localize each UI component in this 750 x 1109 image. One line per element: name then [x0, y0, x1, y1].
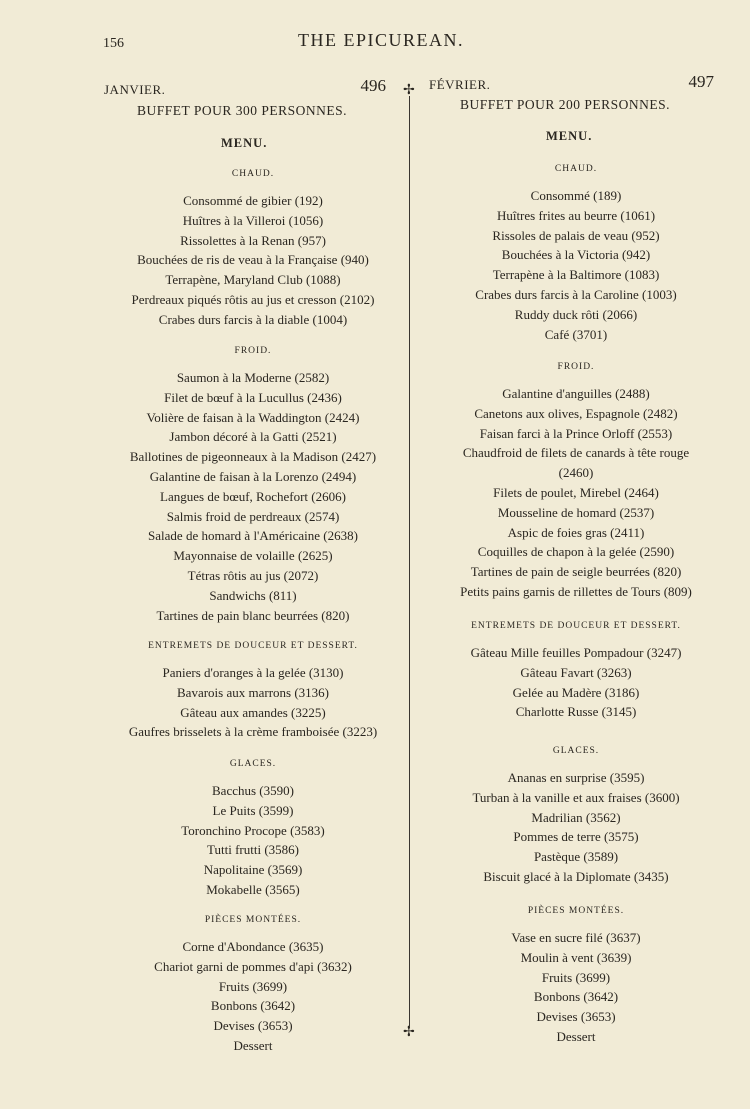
menu-item: Petits pains garnis de rillettes de Tours (809)	[460, 583, 692, 599]
section-entremets	[428, 615, 724, 722]
section-glaces	[428, 740, 724, 887]
month-label: JANVIER.	[104, 82, 166, 97]
menu-item: Bonbons (3642)	[210, 998, 296, 1014]
menu-item: Devises (3653)	[213, 1018, 293, 1034]
menu-item: Tartines de pain blanc beurrées (820)	[156, 607, 350, 623]
menu-item: Ruddy duck rôti (2066)	[514, 306, 638, 322]
section-pieces-montees	[428, 900, 724, 1047]
menu-item: Bouchées de ris de veau à la Française (940)	[137, 252, 369, 268]
menu-title: MENU.	[546, 129, 593, 143]
buffet-heading: BUFFET POUR 300 PERSONNES.	[137, 103, 348, 118]
section-chaud	[100, 163, 406, 330]
menu-item: Huîtres frites au beurre (1061)	[496, 207, 656, 223]
menu-item: Charlotte Russe (3145)	[515, 704, 637, 720]
section-title: PIÈCES MONTÉES.	[204, 915, 302, 925]
section-chaud	[428, 158, 724, 344]
menu-item: Huîtres à la Villeroi (1056)	[182, 212, 324, 228]
menu-item: Biscuit glacé à la Diplomate (3435)	[483, 868, 669, 884]
menu-item: Salade de homard à l'Américaine (2638)	[148, 528, 358, 544]
menu-number: 497	[688, 72, 714, 91]
section-title: PIÈCES MONTÉES.	[527, 906, 625, 916]
menu-number: 496	[360, 76, 386, 95]
menu-item: Consommé de gibier (192)	[183, 193, 323, 208]
menu-item: Galantine d'anguilles (2488)	[502, 386, 650, 401]
section-title: GLACES.	[552, 746, 600, 756]
menu-item: Consommé (189)	[530, 188, 622, 203]
section-title: ENTREMETS DE DOUCEUR ET DESSERT.	[471, 621, 681, 631]
menu-item: Aspic de foies gras (2411)	[507, 524, 645, 540]
menu-item: Crabes durs farcis à la Caroline (1003)	[475, 286, 677, 302]
menu-item: Gaufres brisselets à la crème framboisée (3223)	[128, 724, 378, 740]
menu-item: Filets de poulet, Mirebel (2464)	[493, 484, 659, 500]
menu-item: Gâteau Favart (3263)	[520, 664, 632, 680]
menu-item: Terrapène à la Baltimore (1083)	[492, 267, 660, 283]
menu-item: Ananas en surprise (3595)	[507, 770, 645, 785]
menu-item: Jambon décoré à la Gatti (2521)	[169, 429, 337, 445]
bottom-dagger-ornament: ✢	[403, 1025, 415, 1040]
menu-item: Madrilian (3562)	[531, 809, 621, 825]
menu-item: Chariot garni de pommes d'api (3632)	[154, 958, 352, 974]
menu-item: Tartines de pain de seigle beurrées (820)	[470, 564, 682, 580]
menu-item: Saumon à la Moderne (2582)	[176, 370, 330, 385]
menu-item: Gelée au Madère (3186)	[512, 684, 640, 700]
menu-item: Bonbons (3642)	[533, 989, 619, 1005]
menu-item: Tutti frutti (3586)	[207, 842, 299, 858]
menu-item: Mayonnaise de volaille (2625)	[173, 548, 333, 564]
section-title: CHAUD.	[231, 169, 275, 179]
menu-item: Galantine de faisan à la Lorenzo (2494)	[149, 468, 357, 484]
menu-item: (2460)	[558, 465, 594, 481]
menu-item: Langues de bœuf, Rochefort (2606)	[160, 488, 346, 504]
menu-item: Bavarois aux marrons (3136)	[177, 684, 329, 700]
section-pieces-montees	[100, 909, 406, 1056]
menu-item: Perdreaux piqués rôtis au jus et cresson (2102)	[131, 291, 375, 307]
menu-item: Café (3701)	[544, 326, 608, 342]
section-froid	[428, 356, 724, 602]
section-froid	[100, 340, 406, 625]
menu-item: Mousseline de homard (2537)	[497, 504, 655, 520]
section-title: CHAUD.	[554, 164, 598, 174]
column-divider	[409, 96, 410, 1026]
menu-item: Pommes de terre (3575)	[513, 829, 639, 845]
top-dagger-ornament: ✢	[403, 83, 415, 98]
menu-item: Gâteau aux amandes (3225)	[180, 704, 326, 720]
menu-item: Moulin à vent (3639)	[520, 949, 632, 965]
section-glaces	[100, 753, 406, 900]
section-title: FROID.	[557, 362, 595, 372]
menu-item: Sandwichs (811)	[209, 587, 297, 603]
menu-item: Gâteau Mille feuilles Pompadour (3247)	[470, 645, 682, 660]
menu-item: Vase en sucre filé (3637)	[511, 930, 641, 945]
section-title: ENTREMETS DE DOUCEUR ET DESSERT.	[148, 641, 358, 651]
menu-item: Rissoles de palais de veau (952)	[492, 227, 660, 243]
menu-item: Le Puits (3599)	[212, 802, 294, 818]
menu-item: Napolitaine (3569)	[203, 862, 303, 878]
menu-item: Paniers d'oranges à la gelée (3130)	[162, 665, 344, 680]
menu-item: Terrapène, Maryland Club (1088)	[165, 272, 341, 288]
menu-item: Filet de bœuf à la Lucullus (2436)	[164, 389, 342, 405]
menu-item: Corne d'Abondance (3635)	[182, 939, 324, 954]
menu-item: Dessert	[556, 1028, 596, 1044]
menu-item: Mokabelle (3565)	[206, 881, 300, 897]
menu-item: Crabes durs farcis à la diable (1004)	[158, 311, 348, 327]
section-title: GLACES.	[229, 759, 277, 769]
menu-item: Dessert	[233, 1037, 273, 1053]
menu-item: Fruits (3699)	[218, 978, 288, 994]
menu-item: Bouchées à la Victoria (942)	[501, 247, 651, 263]
menu-item: Chaudfroid de filets de canards à tête rouge	[462, 445, 690, 461]
menu-item: Faisan farci à la Prince Orloff (2553)	[479, 425, 673, 441]
menu-item: Rissolettes à la Renan (957)	[180, 232, 326, 248]
menu-item: Coquilles de chapon à la gelée (2590)	[477, 544, 675, 560]
menu-item: Turban à la vanille et aux fraises (3600)	[472, 789, 680, 805]
menu-item: Devises (3653)	[536, 1009, 616, 1025]
menu-item: Bacchus (3590)	[212, 783, 294, 798]
page-number: 156	[103, 36, 124, 51]
menu-item: Ballotines de pigeonneaux à la Madison (2427)	[129, 449, 377, 465]
menu-item: Canetons aux olives, Espagnole (2482)	[474, 405, 678, 421]
menu-item: Fruits (3699)	[541, 969, 611, 985]
menu-title: MENU.	[221, 136, 268, 150]
buffet-heading: BUFFET POUR 200 PERSONNES.	[460, 97, 671, 112]
menu-item: Volière de faisan à la Waddington (2424)	[146, 409, 360, 425]
menu-item: Toronchino Procope (3583)	[181, 822, 325, 838]
menu-item: Tétras rôtis au jus (2072)	[187, 567, 319, 583]
month-label: FÉVRIER.	[429, 77, 491, 92]
menu-item: Salmis froid de perdreaux (2574)	[166, 508, 340, 524]
running-head: THE EPICUREAN.	[298, 30, 464, 50]
section-title: FROID.	[234, 346, 272, 356]
section-entremets	[100, 635, 406, 742]
menu-item: Pastèque (3589)	[533, 849, 619, 865]
